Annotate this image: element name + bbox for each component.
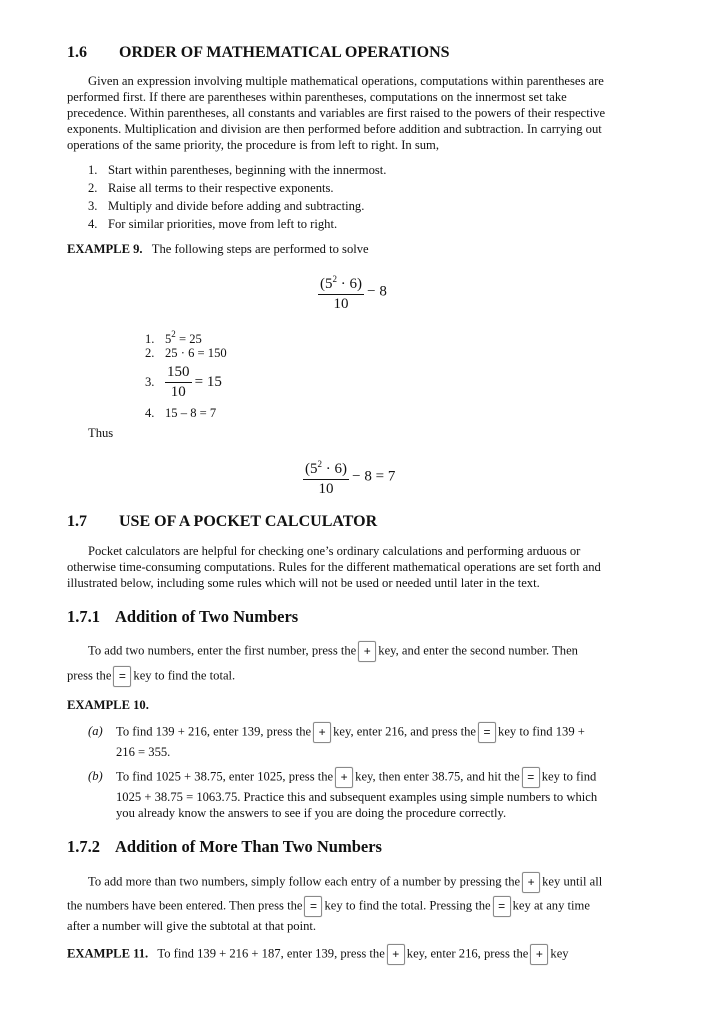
text: key to find xyxy=(541,769,597,784)
step-number: 2. xyxy=(145,346,155,360)
text-line: 1025 + 38.75 = 1063.75. Practice this and subsequent examples using simple numbers to which xyxy=(116,790,598,804)
plus-key-icon: + xyxy=(387,944,405,965)
list-text: For similar priorities, move from left to right. xyxy=(108,217,338,231)
list-number: 4. xyxy=(88,217,98,231)
fraction xyxy=(318,270,364,314)
text-line xyxy=(67,896,590,917)
section-title: USE OF A POCKET CALCULATOR xyxy=(119,513,378,530)
text: To add more than two numbers, simply follow each entry of a number by pressing the xyxy=(88,874,521,889)
text-line: you already know the answers to see if you are doing the procedure correctly. xyxy=(116,806,507,820)
example-label: EXAMPLE 11 xyxy=(67,946,146,961)
text-line: operations of the same priority, the procedure is from left to right. In sum, xyxy=(67,138,440,152)
step-number: 1. xyxy=(145,332,155,346)
list-text: Multiply and divide before adding and subtracting. xyxy=(108,199,365,213)
equals-key-icon: = xyxy=(304,896,322,917)
section-number: 1.7.1 xyxy=(67,607,100,626)
step xyxy=(145,345,227,361)
step xyxy=(145,326,202,347)
section-title: Addition of More Than Two Numbers xyxy=(115,837,382,856)
exponent: 2 xyxy=(332,274,337,284)
list-number: 2. xyxy=(88,181,98,195)
section-heading-1-7 xyxy=(67,513,377,531)
example-label: EXAMPLE 9 xyxy=(67,242,140,256)
list-item xyxy=(88,162,386,178)
text: key to find the total. Pressing the xyxy=(324,898,491,913)
text: the numbers have been entered. Then press the xyxy=(67,898,303,913)
step-text: = 15 xyxy=(194,374,222,390)
list-number: 1. xyxy=(88,163,98,177)
text: To find 139 + 216, enter 139, press the xyxy=(116,724,312,739)
text: key at any time xyxy=(512,898,590,913)
exponent: 2 xyxy=(171,329,176,339)
section-heading-1-7-1 xyxy=(67,607,298,627)
text: key until all xyxy=(542,874,603,889)
list-number: 3. xyxy=(88,199,98,213)
plus-key-icon: + xyxy=(335,767,353,788)
text: To find 1025 + 38.75, enter 1025, press the xyxy=(116,769,334,784)
example-11: EXAMPLE 11. To find 139 + 216 + 187, enter 139, press the + key, enter 216, press the + key xyxy=(67,944,569,965)
numerator-part: (5 xyxy=(305,461,318,477)
text-line xyxy=(67,666,235,687)
list-item xyxy=(88,198,364,214)
denominator: 10 xyxy=(333,296,349,312)
formula-rest: − 8 xyxy=(367,283,387,300)
text: To add two numbers, enter the first number, press the xyxy=(88,643,357,658)
text: key, and enter the second number. Then xyxy=(378,643,578,658)
text-line: Given an expression involving multiple mathematical operations, computations within parentheses are xyxy=(88,74,604,88)
plus-key-icon: + xyxy=(358,641,376,662)
text: key, enter 216, press the xyxy=(406,946,529,961)
text-line: 216 = 355. xyxy=(116,745,171,759)
section-heading-1-7-2 xyxy=(67,837,382,857)
example-text: The following steps are performed to solve xyxy=(151,242,369,256)
step xyxy=(145,363,222,402)
numerator-part: (5 xyxy=(320,276,333,292)
formula-result xyxy=(303,455,395,499)
section-number: 1.6 xyxy=(67,44,87,61)
text: press the xyxy=(67,668,112,683)
equals-key-icon: = xyxy=(113,666,131,687)
denominator: 10 xyxy=(318,481,334,497)
plus-key-icon: + xyxy=(530,944,548,965)
text-line: exponents. Multiplication and division are then performed before addition and subtraction. In carrying out xyxy=(67,122,602,136)
exponent: 2 xyxy=(317,459,322,469)
list-item xyxy=(88,180,334,196)
section-title: ORDER OF MATHEMATICAL OPERATIONS xyxy=(119,44,450,61)
text-line: otherwise time-consuming computations. Rules for the different mathematical operations are set forth and xyxy=(67,560,601,574)
example-10a xyxy=(88,722,585,743)
text: key to find the total. xyxy=(133,668,236,683)
thus-text: Thus xyxy=(88,426,114,440)
step xyxy=(145,405,216,421)
text-line: illustrated below, including some rules which will not be used or needed until later in the text. xyxy=(67,576,540,590)
item-tag: (b) xyxy=(88,769,103,784)
text: key, enter 216, and press the xyxy=(333,724,477,739)
example-9-intro: EXAMPLE 9. The following steps are performed to solve xyxy=(67,242,369,256)
step-text: 15 – 8 = 7 xyxy=(165,406,217,420)
text: key to find 139 + xyxy=(498,724,585,739)
numerator-part: · 6) xyxy=(337,276,362,292)
list-item xyxy=(88,216,337,232)
section-heading-1-6 xyxy=(67,44,450,62)
example-10-label: EXAMPLE 10. xyxy=(67,698,149,712)
section-number: 1.7.2 xyxy=(67,837,100,856)
text-line: after a number will give the subtotal at that point. xyxy=(67,919,317,933)
step-number: 4. xyxy=(145,406,155,420)
plus-key-icon: + xyxy=(522,872,540,893)
denominator: 10 xyxy=(170,384,186,400)
text-line xyxy=(88,641,578,662)
formula-expression xyxy=(318,270,387,314)
text: To find 139 + 216 + 187, enter 139, press the xyxy=(157,946,385,961)
step-text: = 25 xyxy=(175,332,202,346)
equals-key-icon: = xyxy=(493,896,511,917)
list-text: Start within parentheses, beginning with the innermost. xyxy=(108,163,387,177)
text: key, then enter 38.75, and hit the xyxy=(355,769,520,784)
item-tag: (a) xyxy=(88,724,103,739)
step-text: 5 xyxy=(165,332,172,346)
formula-rest: − 8 = 7 xyxy=(352,468,396,485)
fraction xyxy=(165,363,192,402)
numerator-part: · 6) xyxy=(322,461,347,477)
equals-key-icon: = xyxy=(522,767,540,788)
numerator: 150 xyxy=(165,363,192,383)
text-line: precedence. Within parentheses, all constants and variables are first raised to the powers of their respective xyxy=(67,106,606,120)
example-label: EXAMPLE 10 xyxy=(67,698,146,712)
section-title: Addition of Two Numbers xyxy=(115,607,299,626)
list-text: Raise all terms to their respective exponents. xyxy=(108,181,334,195)
step-text: 25 · 6 = 150 xyxy=(165,346,227,360)
section-number: 1.7 xyxy=(67,513,87,530)
equals-key-icon: = xyxy=(478,722,496,743)
fraction xyxy=(303,455,349,499)
plus-key-icon: + xyxy=(313,722,331,743)
step-number: 3. xyxy=(145,375,155,389)
text-line xyxy=(88,872,602,893)
example-10b xyxy=(88,767,596,788)
text: key xyxy=(550,946,569,961)
text-line: Pocket calculators are helpful for checking one’s ordinary calculations and performing arduous or xyxy=(88,544,581,558)
text-line: performed first. If there are parentheses within parentheses, computations on the innermost set take xyxy=(67,90,567,104)
